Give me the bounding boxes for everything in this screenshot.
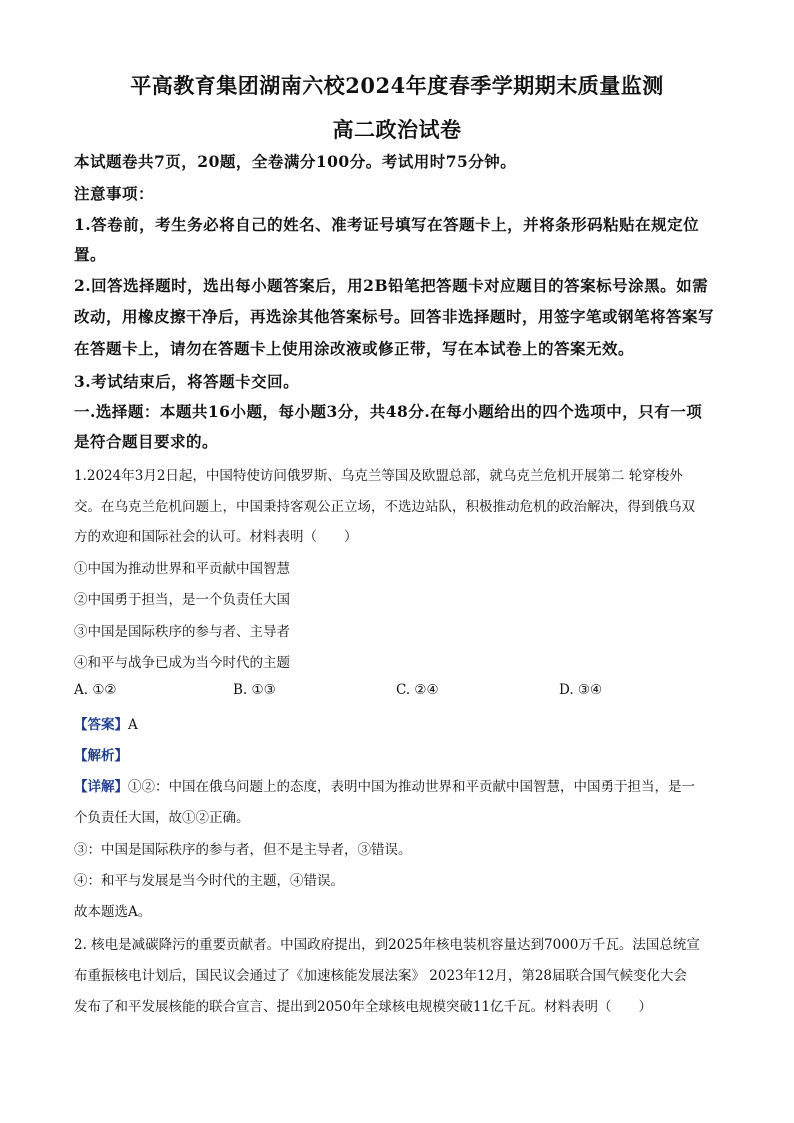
detail-text: ①②：中国在俄乌问题上的态度，表明中国为推动世界和平贡献中国智慧，中国勇于担当，是一 bbox=[128, 779, 695, 795]
notice-item-1-line-2: 置。 bbox=[74, 245, 107, 264]
q1-point-3: ③：中国是国际秩序的参与者，但不是主导者，③错误。 bbox=[74, 842, 412, 858]
q1-stem-line-3: 方的欢迎和国际社会的认可。材料表明（ ） bbox=[74, 529, 358, 545]
notice-item-1-line-1: 1.答卷前，考生务必将自己的姓名、准考证号填写在答题卡上，并将条形码粘贴在规定位 bbox=[74, 215, 700, 234]
q1-analysis-label bbox=[74, 744, 128, 764]
q1-statement-3: ③中国是国际秩序的参与者、主导者 bbox=[74, 624, 290, 640]
q1-statement-1: ①中国为推动世界和平贡献中国智慧 bbox=[74, 561, 290, 577]
q1-statement-2: ②中国勇于担当，是一个负责任大国 bbox=[74, 592, 290, 608]
exam-subtitle: 高二政治试卷 bbox=[332, 117, 462, 142]
notice-item-3: 3.考试结束后，将答题卡交回。 bbox=[74, 372, 300, 391]
q1-point-4: ④：和平与发展是当今时代的主题，④错误。 bbox=[74, 873, 344, 889]
q1-stem-line-1: 1.2024年3月2日起，中国特使访问俄罗斯、乌克兰等国及欧盟总部，就乌克兰危机开展第二 轮穿梭外 bbox=[74, 468, 683, 484]
q1-detail-line-1 bbox=[74, 775, 695, 795]
notice-heading: 注意事项： bbox=[74, 184, 155, 203]
q1-stem-line-2: 交。在乌克兰危机问题上，中国秉持客观公正立场，不选边站队，积极推动危机的政治解决，得到俄乌双 bbox=[74, 499, 695, 515]
exam-title: 平高教育集团湖南六校2024年度春季学期期末质量监测 bbox=[130, 73, 664, 98]
q2-stem-line-2: 布重振核电计划后，国民议会通过了《加速核能发展法案》 2023年12月，第28届联合国气候变化大会 bbox=[74, 968, 688, 984]
answer-label: 【答案】 bbox=[74, 717, 128, 733]
q1-option-a: A. ①② bbox=[74, 682, 117, 698]
q2-stem-line-1: 2. 核电是减碳降污的重要贡献者。中国政府提出，到2025年核电装机容量达到7000万千瓦。法国总统宣 bbox=[74, 937, 700, 953]
section-heading-line-1: 一.选择题：本题共16小题，每小题3分，共48分.在每小题给出的四个选项中，只有一项 bbox=[74, 402, 703, 421]
analysis-label: 【解析】 bbox=[74, 748, 128, 764]
q1-option-c: C. ②④ bbox=[396, 682, 439, 698]
notice-item-2-line-2: 改动，用橡皮擦干净后，再选涂其他答案标号。回答非选择题时，用签字笔或钢笔将答案写 bbox=[74, 307, 715, 326]
intro-text: 本试题卷共7页，20题，全卷满分100分。考试用时75分钟。 bbox=[74, 152, 517, 171]
q2-stem-line-3: 发布了和平发展核能的联合宣言、提出到2050年全球核电规模突破11亿千瓦。材料表明（ ） bbox=[74, 999, 653, 1015]
q1-option-b: B. ①③ bbox=[233, 682, 276, 698]
q1-conclusion: 故本题选A。 bbox=[74, 904, 152, 920]
detail-label: 【详解】 bbox=[74, 779, 128, 795]
answer-value: A bbox=[128, 717, 138, 733]
notice-item-2-line-1: 2.回答选择题时，选出每小题答案后，用2B铅笔把答题卡对应题目的答案标号涂黑。如需 bbox=[74, 276, 709, 295]
notice-item-2-line-3: 在答题卡上，请勿在答题卡上使用涂改液或修正带，写在本试卷上的答案无效。 bbox=[74, 339, 635, 358]
q1-answer bbox=[74, 713, 138, 733]
section-heading-line-2: 是符合题目要求的。 bbox=[74, 432, 219, 451]
q1-option-d: D. ③④ bbox=[559, 682, 603, 698]
q1-detail-line-2: 个负责任大国，故①②正确。 bbox=[74, 810, 250, 826]
q1-statement-4: ④和平与战争已成为当今时代的主题 bbox=[74, 655, 290, 671]
